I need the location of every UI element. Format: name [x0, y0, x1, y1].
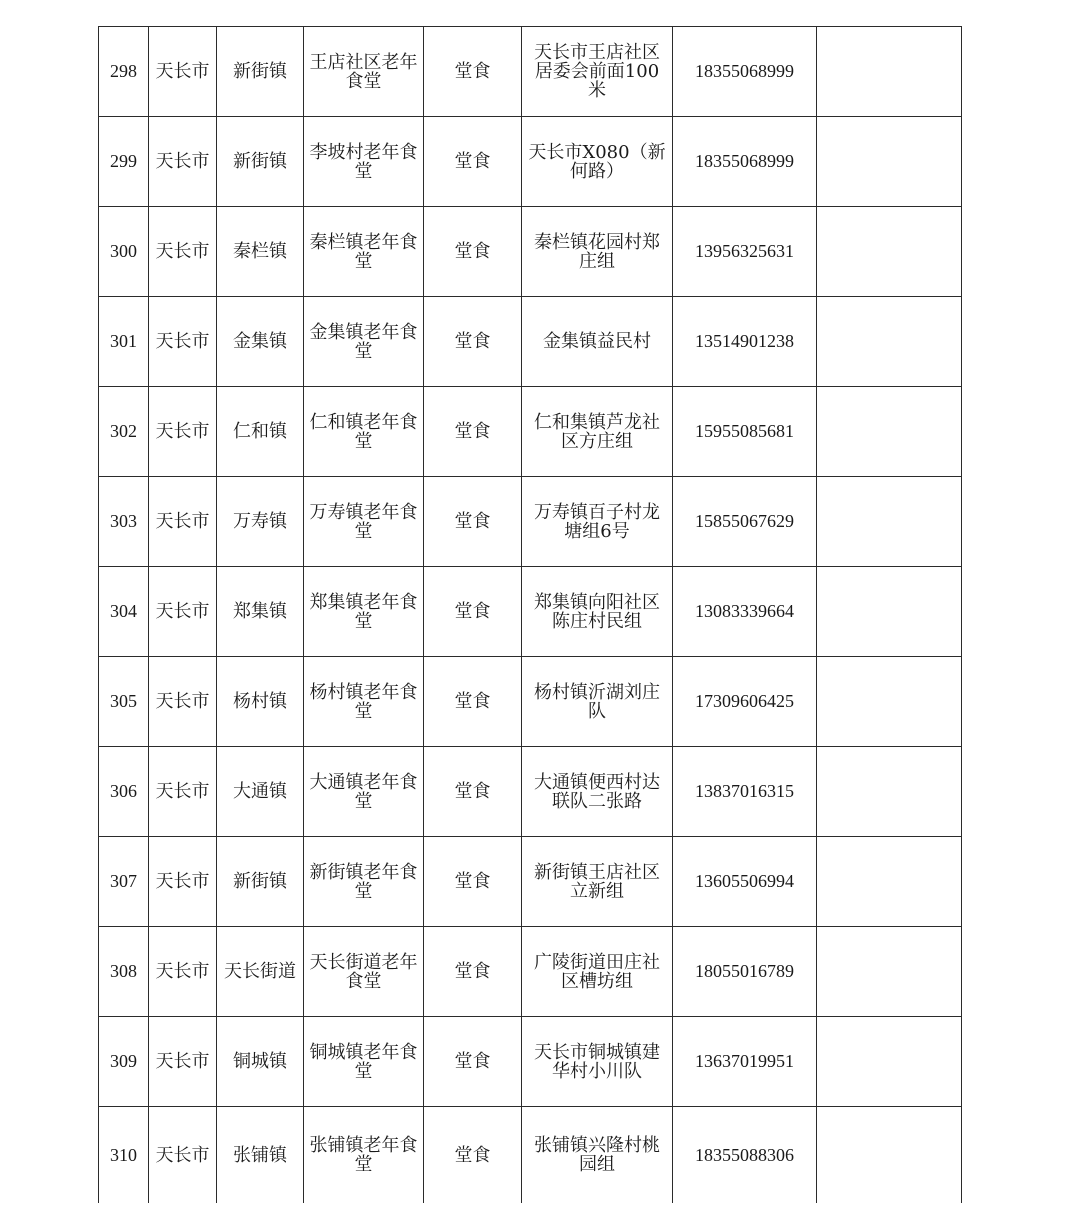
row-number-cell: 302	[99, 387, 149, 477]
canteen-name-cell: 郑集镇老年食堂	[304, 567, 424, 657]
canteen-name-cell: 金集镇老年食堂	[304, 297, 424, 387]
town-cell: 新街镇	[217, 837, 304, 927]
row-number-cell: 306	[99, 747, 149, 837]
address-cell: 广陵街道田庄社区槽坊组	[522, 927, 673, 1017]
town-cell: 张铺镇	[217, 1107, 304, 1204]
service-type-cell: 堂食	[424, 657, 522, 747]
note-cell	[817, 477, 962, 567]
service-type-cell: 堂食	[424, 27, 522, 117]
canteen-name-cell: 铜城镇老年食堂	[304, 1017, 424, 1107]
town-cell: 新街镇	[217, 27, 304, 117]
row-number-cell: 308	[99, 927, 149, 1017]
row-number-cell: 310	[99, 1107, 149, 1204]
city-cell: 天长市	[149, 207, 217, 297]
note-cell	[817, 837, 962, 927]
city-cell: 天长市	[149, 657, 217, 747]
canteen-name-cell: 王店社区老年食堂	[304, 27, 424, 117]
phone-cell: 17309606425	[673, 657, 817, 747]
table-row	[99, 1107, 962, 1204]
note-cell	[817, 207, 962, 297]
service-type-cell: 堂食	[424, 297, 522, 387]
note-cell	[817, 567, 962, 657]
address-cell: 天长市X080（新何路）	[522, 117, 673, 207]
table-row	[99, 747, 962, 837]
table-row	[99, 27, 962, 117]
city-cell: 天长市	[149, 837, 217, 927]
table-body	[99, 27, 962, 1204]
service-type-cell: 堂食	[424, 117, 522, 207]
row-number-cell: 299	[99, 117, 149, 207]
note-cell	[817, 747, 962, 837]
row-number-cell: 305	[99, 657, 149, 747]
canteen-name-cell: 仁和镇老年食堂	[304, 387, 424, 477]
phone-cell: 13605506994	[673, 837, 817, 927]
row-number-cell: 309	[99, 1017, 149, 1107]
city-cell: 天长市	[149, 927, 217, 1017]
city-cell: 天长市	[149, 477, 217, 567]
phone-cell: 18355068999	[673, 117, 817, 207]
city-cell: 天长市	[149, 27, 217, 117]
town-cell: 万寿镇	[217, 477, 304, 567]
phone-cell: 13514901238	[673, 297, 817, 387]
town-cell: 杨村镇	[217, 657, 304, 747]
service-type-cell: 堂食	[424, 387, 522, 477]
row-number-cell: 303	[99, 477, 149, 567]
note-cell	[817, 387, 962, 477]
address-cell: 仁和集镇芦龙社区方庄组	[522, 387, 673, 477]
note-cell	[817, 297, 962, 387]
city-cell: 天长市	[149, 747, 217, 837]
service-type-cell: 堂食	[424, 837, 522, 927]
service-type-cell: 堂食	[424, 1017, 522, 1107]
service-type-cell: 堂食	[424, 927, 522, 1017]
phone-cell: 15855067629	[673, 477, 817, 567]
address-cell: 天长市铜城镇建华村小川队	[522, 1017, 673, 1107]
phone-cell: 13956325631	[673, 207, 817, 297]
phone-cell: 18355068999	[673, 27, 817, 117]
row-number-cell: 300	[99, 207, 149, 297]
city-cell: 天长市	[149, 297, 217, 387]
address-cell: 天长市王店社区居委会前面100米	[522, 27, 673, 117]
address-cell: 金集镇益民村	[522, 297, 673, 387]
table-row	[99, 837, 962, 927]
phone-cell: 18355088306	[673, 1107, 817, 1204]
note-cell	[817, 1107, 962, 1204]
canteen-name-cell: 李坡村老年食堂	[304, 117, 424, 207]
service-type-cell: 堂食	[424, 477, 522, 567]
note-cell	[817, 1017, 962, 1107]
address-cell: 大通镇便西村达联队二张路	[522, 747, 673, 837]
table-row	[99, 1017, 962, 1107]
service-type-cell: 堂食	[424, 1107, 522, 1204]
phone-cell: 18055016789	[673, 927, 817, 1017]
phone-cell: 13637019951	[673, 1017, 817, 1107]
row-number-cell: 301	[99, 297, 149, 387]
address-cell: 张铺镇兴隆村桃园组	[522, 1107, 673, 1204]
table-row	[99, 567, 962, 657]
canteen-table	[98, 26, 962, 1203]
canteen-name-cell: 大通镇老年食堂	[304, 747, 424, 837]
phone-cell: 15955085681	[673, 387, 817, 477]
town-cell: 秦栏镇	[217, 207, 304, 297]
canteen-name-cell: 张铺镇老年食堂	[304, 1107, 424, 1204]
town-cell: 新街镇	[217, 117, 304, 207]
town-cell: 金集镇	[217, 297, 304, 387]
canteen-name-cell: 天长街道老年食堂	[304, 927, 424, 1017]
town-cell: 仁和镇	[217, 387, 304, 477]
town-cell: 郑集镇	[217, 567, 304, 657]
address-cell: 郑集镇向阳社区陈庄村民组	[522, 567, 673, 657]
service-type-cell: 堂食	[424, 567, 522, 657]
address-cell: 杨村镇沂湖刘庄队	[522, 657, 673, 747]
table-row	[99, 387, 962, 477]
note-cell	[817, 27, 962, 117]
row-number-cell: 307	[99, 837, 149, 927]
town-cell: 天长街道	[217, 927, 304, 1017]
note-cell	[817, 657, 962, 747]
canteen-table-page	[98, 26, 962, 1203]
town-cell: 铜城镇	[217, 1017, 304, 1107]
canteen-name-cell: 杨村镇老年食堂	[304, 657, 424, 747]
address-cell: 秦栏镇花园村郑庄组	[522, 207, 673, 297]
service-type-cell: 堂食	[424, 747, 522, 837]
service-type-cell: 堂食	[424, 207, 522, 297]
city-cell: 天长市	[149, 1017, 217, 1107]
table-row	[99, 117, 962, 207]
address-cell: 万寿镇百子村龙塘组6号	[522, 477, 673, 567]
city-cell: 天长市	[149, 117, 217, 207]
row-number-cell: 304	[99, 567, 149, 657]
phone-cell: 13083339664	[673, 567, 817, 657]
table-row	[99, 657, 962, 747]
town-cell: 大通镇	[217, 747, 304, 837]
city-cell: 天长市	[149, 387, 217, 477]
row-number-cell: 298	[99, 27, 149, 117]
table-row	[99, 927, 962, 1017]
canteen-name-cell: 秦栏镇老年食堂	[304, 207, 424, 297]
table-row	[99, 477, 962, 567]
note-cell	[817, 927, 962, 1017]
canteen-name-cell: 新街镇老年食堂	[304, 837, 424, 927]
city-cell: 天长市	[149, 567, 217, 657]
city-cell: 天长市	[149, 1107, 217, 1204]
table-row	[99, 297, 962, 387]
phone-cell: 13837016315	[673, 747, 817, 837]
table-row	[99, 207, 962, 297]
canteen-name-cell: 万寿镇老年食堂	[304, 477, 424, 567]
address-cell: 新街镇王店社区立新组	[522, 837, 673, 927]
note-cell	[817, 117, 962, 207]
